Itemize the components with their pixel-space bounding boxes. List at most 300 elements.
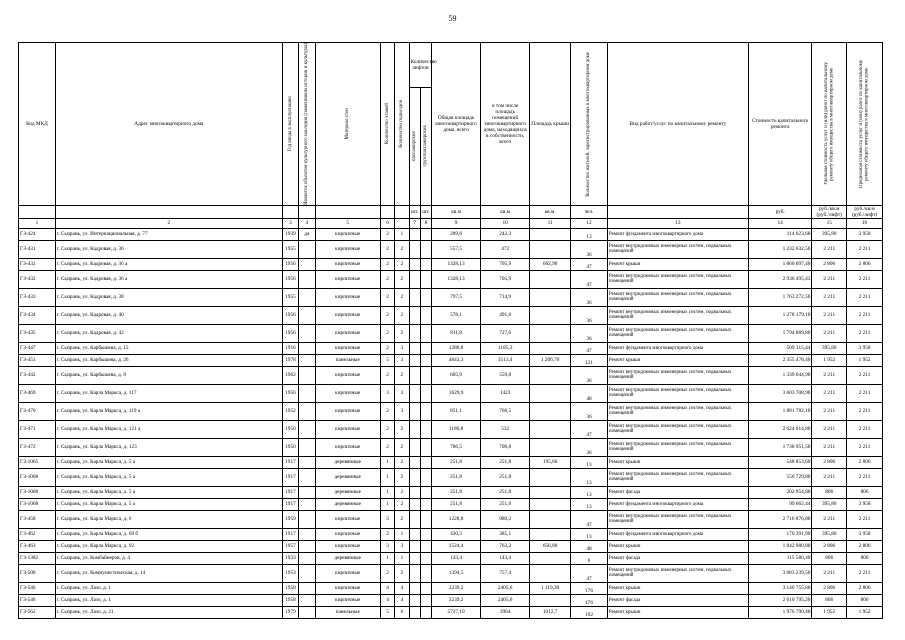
owned-area-cell: 532 — [481, 420, 530, 438]
roof-area-cell — [530, 288, 571, 306]
address-cell: г. Сызрань, ул. Карбышева, д. 15 — [55, 342, 282, 354]
address-cell: г. Сызрань, ул. Лазо, д. 1 — [55, 594, 282, 606]
heritage-cell — [299, 258, 315, 270]
material-cell: кирпичные — [315, 582, 380, 594]
heritage-cell — [299, 468, 315, 486]
entrances-cell: 2 — [395, 486, 409, 498]
total-area-cell: 251,8 — [432, 486, 481, 498]
floors-cell: 3 — [380, 510, 394, 528]
code-cell: ГЗ-442 — [19, 366, 56, 384]
address-cell: г. Сызрань, ул. Карла Маркса, д. 123 — [55, 438, 282, 456]
table-row — [19, 552, 883, 564]
unit-max-cost: руб./кв.м (руб./лифт) — [847, 205, 883, 218]
owned-area-cell: 706,8 — [481, 438, 530, 456]
unit-cost-cell: 2 806 — [812, 258, 847, 270]
code-cell: ГЗ-447 — [19, 342, 56, 354]
work-type-cell: Ремонт внутридомовых инженерных систем, подвальных помещений — [607, 402, 748, 420]
entrances-cell: 3 — [395, 384, 409, 402]
roof-area-cell — [530, 306, 571, 324]
cost-cell: 3 603 708,90 — [748, 384, 811, 402]
residents-cell: 48 — [571, 384, 608, 402]
owned-area-cell: 491,6 — [481, 306, 530, 324]
table-row — [19, 594, 883, 606]
work-type-cell: Ремонт внутридомовых инженерных систем, подвальных помещений — [607, 510, 748, 528]
elevators-cargo-cell — [420, 306, 431, 324]
total-area-cell: 289,6 — [432, 228, 481, 240]
header-year: Год ввода в эксплуатацию — [287, 96, 293, 152]
cost-cell: 548 853,60 — [748, 456, 811, 468]
max-cost-cell: 806 — [847, 552, 883, 564]
residents-cell: 176 — [571, 582, 608, 594]
material-cell: кирпичные — [315, 240, 380, 258]
table-row — [19, 420, 883, 438]
elevators-cargo-cell — [420, 228, 431, 240]
work-type-cell: Ремонт крыши — [607, 540, 748, 552]
code-cell: ГЗ-432 — [19, 258, 56, 270]
elevators-passenger-cell — [409, 468, 420, 486]
roof-area-cell: 1 206,70 — [530, 354, 571, 366]
work-type-cell: Ремонт внутридомовых инженерных систем, подвальных помещений — [607, 384, 748, 402]
code-cell: ГЗ-462 — [19, 528, 56, 540]
owned-area-cell: 385,1 — [481, 528, 530, 540]
owned-area-cell: 727,6 — [481, 324, 530, 342]
code-cell: ГЗ-546 — [19, 594, 56, 606]
table-row — [19, 564, 883, 582]
year-cell: 1917 — [282, 456, 298, 468]
elevators-passenger-cell — [409, 582, 420, 594]
elevators-cargo-cell — [420, 468, 431, 486]
year-cell: 1939 — [282, 228, 298, 240]
unit-cost-cell: 2 211 — [812, 438, 847, 456]
material-cell: кирпичные — [315, 564, 380, 582]
column-number: 9 — [432, 218, 481, 228]
total-area-cell: 557,5 — [432, 240, 481, 258]
entrances-cell: 2 — [395, 270, 409, 288]
year-cell: 1955 — [282, 240, 298, 258]
header-material: Материал стен — [344, 108, 350, 140]
material-cell: кирпичные — [315, 270, 380, 288]
elevators-passenger-cell — [409, 366, 420, 384]
table-row — [19, 438, 883, 456]
code-cell: ГЗ-433 — [19, 288, 56, 306]
elevators-passenger-cell — [409, 438, 420, 456]
elevators-cargo-cell — [420, 402, 431, 420]
unit-cost-cell: 2 211 — [812, 564, 847, 582]
unit-cost: руб. — [748, 205, 811, 218]
heritage-cell — [299, 564, 315, 582]
address-cell: г. Сызрань, ул. Карла Маркса, д. 121 а — [55, 420, 282, 438]
max-cost-cell: 3 958 — [847, 498, 883, 510]
address-cell: г. Сызрань, ул. Кадровая, д. 36 а — [55, 270, 282, 288]
material-cell: кирпичные — [315, 420, 380, 438]
heritage-cell — [299, 486, 315, 498]
unit-owned-area: кв.м — [481, 205, 530, 218]
unit-cost-cell: 806 — [812, 486, 847, 498]
entrances-cell: 1 — [395, 228, 409, 240]
roof-area-cell — [530, 342, 571, 354]
work-type-cell: Ремонт внутридомовых инженерных систем, подвальных помещений — [607, 324, 748, 342]
address-cell: г. Сызрань, ул. Карла Маркса, д. 92 — [55, 540, 282, 552]
cost-cell: 1 738 951,50 — [748, 438, 811, 456]
elevators-passenger-cell — [409, 456, 420, 468]
code-cell: ГЗ-469 — [19, 384, 56, 402]
code-cell: ГЗ-435 — [19, 324, 56, 342]
entrances-cell: 2 — [395, 258, 409, 270]
total-area-cell: 797,5 — [432, 288, 481, 306]
owned-area-cell: 3513,4 — [481, 354, 530, 366]
header-total-area: Общая площадь многоквартирного дома, всего — [432, 43, 481, 206]
work-type-cell: Ремонт крыши — [607, 258, 748, 270]
owned-area-cell: 1185,3 — [481, 342, 530, 354]
material-cell: кирпичные — [315, 594, 380, 606]
floors-cell: 2 — [380, 270, 394, 288]
column-number: 13 — [607, 218, 748, 228]
unit-cost-cell: 2 211 — [812, 240, 847, 258]
code-cell: ГЗ-1068 — [19, 498, 56, 510]
heritage-cell — [299, 528, 315, 540]
address-cell: г. Сызрань, ул. Кадровая, д. 40 — [55, 306, 282, 324]
material-cell: кирпичные — [315, 438, 380, 456]
table-row — [19, 384, 883, 402]
entrances-cell: 2 — [395, 510, 409, 528]
floors-cell: 1 — [380, 486, 394, 498]
header-address: Адрес многоквартирного дома — [55, 43, 282, 206]
capital-repair-table — [18, 42, 883, 619]
floors-cell: 3 — [380, 540, 394, 552]
unit-cost-cell: 2 211 — [812, 288, 847, 306]
total-area-cell: 143,4 — [432, 552, 481, 564]
owned-area-cell: 1423 — [481, 384, 530, 402]
column-number: 11 — [530, 218, 571, 228]
column-number: 2 — [55, 218, 282, 228]
max-cost-cell: 2 211 — [847, 564, 883, 582]
table-row — [19, 582, 883, 594]
cost-cell: 2 624 014,80 — [748, 420, 811, 438]
address-cell: г. Сызрань, ул. Карла Маркса, д. 5 а — [55, 468, 282, 486]
max-cost-cell: 2 806 — [847, 456, 883, 468]
column-number: 14 — [748, 218, 811, 228]
elevators-cargo-cell — [420, 510, 431, 528]
unit-cost-cell: 806 — [812, 552, 847, 564]
year-cell: 1917 — [282, 528, 298, 540]
work-type-cell: Ремонт крыши — [607, 582, 748, 594]
elevators-cargo-cell — [420, 606, 431, 618]
owned-area-cell: 251,8 — [481, 468, 530, 486]
owned-area-cell: 763,2 — [481, 540, 530, 552]
table-row — [19, 258, 883, 270]
material-cell: панельные — [315, 606, 380, 618]
elevators-passenger-cell — [409, 528, 420, 540]
unit-cost-cell: 2 806 — [812, 540, 847, 552]
cost-cell: 556 729,80 — [748, 468, 811, 486]
year-cell: 1950 — [282, 438, 298, 456]
roof-area-cell: 1012,7 — [530, 606, 571, 618]
total-area-cell: 786,5 — [432, 438, 481, 456]
total-area-cell: 1524,4 — [432, 540, 481, 552]
column-number: 15 — [812, 218, 847, 228]
table-row — [19, 270, 883, 288]
cost-cell: 3 083 239,50 — [748, 564, 811, 582]
header-elevators-passenger: пассажирских — [411, 131, 417, 162]
floors-cell: 3 — [380, 384, 394, 402]
cost-cell: 2 716 876,80 — [748, 510, 811, 528]
elevators-passenger-cell — [409, 540, 420, 552]
elevators-passenger-cell — [409, 240, 420, 258]
work-type-cell: Ремонт фундамента многоквартирного дома — [607, 342, 748, 354]
column-number: 8 — [420, 218, 431, 228]
code-cell: ГЗ-463 — [19, 540, 56, 552]
owned-area-cell: 705,9 — [481, 270, 530, 288]
header-floors: Количество этажей — [384, 103, 390, 145]
floors-cell: 5 — [380, 606, 394, 618]
header-work-type: Вид работ/услуг по капитальному ремонту — [607, 43, 748, 206]
material-cell: кирпичные — [315, 366, 380, 384]
work-type-cell: Ремонт крыши — [607, 456, 748, 468]
floors-cell: 2 — [380, 438, 394, 456]
entrances-cell: 4 — [395, 582, 409, 594]
floors-cell: 4 — [380, 594, 394, 606]
cost-cell: 1 763 272,50 — [748, 288, 811, 306]
residents-cell: 176 — [571, 594, 608, 606]
entrances-cell: 2 — [395, 438, 409, 456]
table-row — [19, 240, 883, 258]
owned-area-cell: 242,3 — [481, 228, 530, 240]
residents-cell: 36 — [571, 324, 608, 342]
residents-cell: 36 — [571, 366, 608, 384]
address-cell: г. Сызрань, ул. Коммунистическая, д. 14 — [55, 564, 282, 582]
elevators-passenger-cell — [409, 594, 420, 606]
cost-cell: 1 976 790,40 — [748, 606, 811, 618]
column-number: 4 — [299, 218, 315, 228]
entrances-cell: 3 — [395, 402, 409, 420]
total-area-cell: 3239,2 — [432, 582, 481, 594]
elevators-passenger-cell — [409, 402, 420, 420]
code-cell: ГЗ-1065 — [19, 456, 56, 468]
elevators-cargo-cell — [420, 354, 431, 366]
residents-cell: 47 — [571, 564, 608, 582]
column-number: 7 — [409, 218, 420, 228]
roof-area-cell — [530, 228, 571, 240]
unit-roof-area: кв.м. — [530, 205, 571, 218]
header-elevators: Количество лифтов — [409, 43, 431, 88]
cost-cell: 170 391,90 — [748, 528, 811, 540]
material-cell: кирпичные — [315, 342, 380, 354]
address-cell: г. Сызрань, ул. Лазо, д. 21 — [55, 606, 282, 618]
entrances-cell: 6 — [395, 606, 409, 618]
cost-cell: 115 580,40 — [748, 552, 811, 564]
roof-area-cell — [530, 324, 571, 342]
residents-cell: 13 — [571, 456, 608, 468]
material-cell: кирпичные — [315, 306, 380, 324]
roof-area-cell — [530, 528, 571, 540]
work-type-cell: Ремонт крыши — [607, 354, 748, 366]
roof-area-cell: 195,60 — [530, 456, 571, 468]
heritage-cell — [299, 540, 315, 552]
owned-area-cell: 472 — [481, 240, 530, 258]
max-cost-cell: 1 952 — [847, 606, 883, 618]
residents-cell: 6 — [571, 552, 608, 564]
table-row — [19, 498, 883, 510]
year-cell: 1958 — [282, 594, 298, 606]
floors-cell: 2 — [380, 564, 394, 582]
residents-cell: 47 — [571, 258, 608, 270]
elevators-passenger-cell — [409, 270, 420, 288]
owned-area-cell: 757,4 — [481, 564, 530, 582]
address-cell: г. Сызрань, ул. Карла Маркса, д. 6 — [55, 510, 282, 528]
elevators-passenger-cell — [409, 288, 420, 306]
code-cell: ГЗ-1068 — [19, 468, 56, 486]
entrances-cell: 2 — [395, 456, 409, 468]
roof-area-cell: 1 119,30 — [530, 582, 571, 594]
residents-cell: 13 — [571, 228, 608, 240]
entrances-cell: 2 — [395, 564, 409, 582]
work-type-cell: Ремонт фундамента многоквартирного дома — [607, 228, 748, 240]
total-area-cell: 251,8 — [432, 456, 481, 468]
elevators-passenger-cell — [409, 552, 420, 564]
floors-cell: 1 — [380, 498, 394, 510]
elevators-passenger-cell — [409, 564, 420, 582]
roof-area-cell — [530, 510, 571, 528]
roof-area-cell — [530, 486, 571, 498]
heritage-cell — [299, 510, 315, 528]
elevators-cargo-cell — [420, 456, 431, 468]
unit-cost-cell: 395,80 — [812, 228, 847, 240]
code-cell: ГЗ-470 — [19, 402, 56, 420]
elevators-cargo-cell — [420, 540, 431, 552]
table-row — [19, 402, 883, 420]
material-cell: кирпичные — [315, 288, 380, 306]
code-cell: ГЗ-500 — [19, 564, 56, 582]
owned-area-cell: 2405,6 — [481, 582, 530, 594]
roof-area-cell — [530, 366, 571, 384]
max-cost-cell: 2 806 — [847, 540, 883, 552]
floors-cell: 2 — [380, 528, 394, 540]
material-cell: кирпичные — [315, 324, 380, 342]
cost-cell: 2 355 478,40 — [748, 354, 811, 366]
code-cell: ГЗ-1068 — [19, 486, 56, 498]
roof-area-cell — [530, 564, 571, 582]
max-cost-cell: 2 211 — [847, 366, 883, 384]
year-cell: 1933 — [282, 552, 298, 564]
max-cost-cell: 2 211 — [847, 402, 883, 420]
owned-area-cell: 559,8 — [481, 366, 530, 384]
entrances-cell: 3 — [395, 342, 409, 354]
column-number: 10 — [481, 218, 530, 228]
code-cell: ГЗ-424 — [19, 228, 56, 240]
floors-cell: 2 — [380, 288, 394, 306]
header-unit-cost: Удельная стоимость услуг и (или) работ по капитальному ремонту общего имущества в многоквартирном доме — [823, 62, 835, 186]
work-type-cell: Ремонт внутридомовых инженерных систем, подвальных помещений — [607, 306, 748, 324]
work-type-cell: Ремонт внутридомовых инженерных систем, подвальных помещений — [607, 288, 748, 306]
table-row — [19, 528, 883, 540]
address-cell: г. Сызрань, ул. Кадровая, д. 36 а — [55, 258, 282, 270]
heritage-cell: да — [299, 228, 315, 240]
unit-cost-cell: 2 211 — [812, 366, 847, 384]
year-cell: 1917 — [282, 486, 298, 498]
cost-cell: 2 610 795,20 — [748, 594, 811, 606]
header-cost: Стоимость капитального ремонта — [748, 43, 811, 206]
material-cell: панельные — [315, 354, 380, 366]
heritage-cell — [299, 324, 315, 342]
material-cell: кирпичные — [315, 510, 380, 528]
header-elevators-cargo: грузопассажирских — [423, 125, 429, 167]
material-cell: деревянные — [315, 486, 380, 498]
unit-residents: чел. — [571, 205, 608, 218]
elevators-cargo-cell — [420, 552, 431, 564]
heritage-cell — [299, 420, 315, 438]
roof-area-cell — [530, 270, 571, 288]
address-cell: г. Сызрань, ул. Комбайнеров, д. 4 — [55, 552, 282, 564]
material-cell: кирпичные — [315, 402, 380, 420]
year-cell: 1962 — [282, 366, 298, 384]
elevators-passenger-cell — [409, 606, 420, 618]
residents-cell: 192 — [571, 606, 608, 618]
total-area-cell: 1286,8 — [432, 342, 481, 354]
unit-cost-cell: 2 211 — [812, 384, 847, 402]
address-cell: г. Сызрань, ул. Кадровая, д. 38 — [55, 288, 282, 306]
elevators-cargo-cell — [420, 258, 431, 270]
residents-cell: 36 — [571, 240, 608, 258]
table-row — [19, 606, 883, 618]
floors-cell: 2 — [380, 342, 394, 354]
material-cell: кирпичные — [315, 258, 380, 270]
entrances-cell: 3 — [395, 540, 409, 552]
elevators-passenger-cell — [409, 342, 420, 354]
work-type-cell: Ремонт внутридомовых инженерных систем, подвальных помещений — [607, 420, 748, 438]
roof-area-cell — [530, 420, 571, 438]
cost-cell: 1 842 980,80 — [748, 540, 811, 552]
roof-area-cell — [530, 498, 571, 510]
residents-cell: 36 — [571, 288, 608, 306]
address-cell: г. Сызрань, ул. Карла Маркса, д. 117 — [55, 384, 282, 402]
year-cell: 1956 — [282, 270, 298, 288]
total-area-cell: 1186,8 — [432, 420, 481, 438]
header-max-cost: Предельная стоимость услуг и (или) работ по капитальному ремонту общего имущества в многоквартирном доме — [859, 59, 870, 189]
code-cell: ГЗ-458 — [19, 510, 56, 528]
address-cell: г. Сызрань, ул. Карла Маркса, д. 5 а — [55, 456, 282, 468]
elevators-passenger-cell — [409, 510, 420, 528]
unit-elevators-cargo: шт. — [420, 205, 431, 218]
column-number: 12 — [571, 218, 608, 228]
elevators-cargo-cell — [420, 366, 431, 384]
table-body — [19, 228, 883, 618]
floors-cell: 2 — [380, 228, 394, 240]
elevators-passenger-cell — [409, 324, 420, 342]
max-cost-cell: 3 958 — [847, 528, 883, 540]
elevators-passenger-cell — [409, 420, 420, 438]
header-code: Код МКД — [19, 43, 56, 206]
cost-cell: 1 339 644,90 — [748, 366, 811, 384]
work-type-cell: Ремонт внутридомовых инженерных систем, подвальных помещений — [607, 270, 748, 288]
total-area-cell: 430,5 — [432, 528, 481, 540]
work-type-cell: Ремонт внутридомовых инженерных систем, подвальных помещений — [607, 366, 748, 384]
owned-area-cell: 714,9 — [481, 288, 530, 306]
max-cost-cell: 806 — [847, 594, 883, 606]
work-type-cell: Ремонт внутридомовых инженерных систем, подвальных помещений — [607, 438, 748, 456]
unit-cost-cell: 1 952 — [812, 354, 847, 366]
cost-cell: 1 794 889,80 — [748, 324, 811, 342]
address-cell: г. Сызрань, ул. Кадровая, д. 36 — [55, 240, 282, 258]
year-cell: 1959 — [282, 510, 298, 528]
residents-cell: 36 — [571, 402, 608, 420]
work-type-cell: Ремонт внутридомовых инженерных систем, подвальных помещений — [607, 468, 748, 486]
work-type-cell: Ремонт фасада — [607, 486, 748, 498]
elevators-cargo-cell — [420, 270, 431, 288]
year-cell: 1953 — [282, 564, 298, 582]
max-cost-cell: 2 211 — [847, 510, 883, 528]
code-cell: ГЗ-562 — [19, 606, 56, 618]
elevators-passenger-cell — [409, 354, 420, 366]
